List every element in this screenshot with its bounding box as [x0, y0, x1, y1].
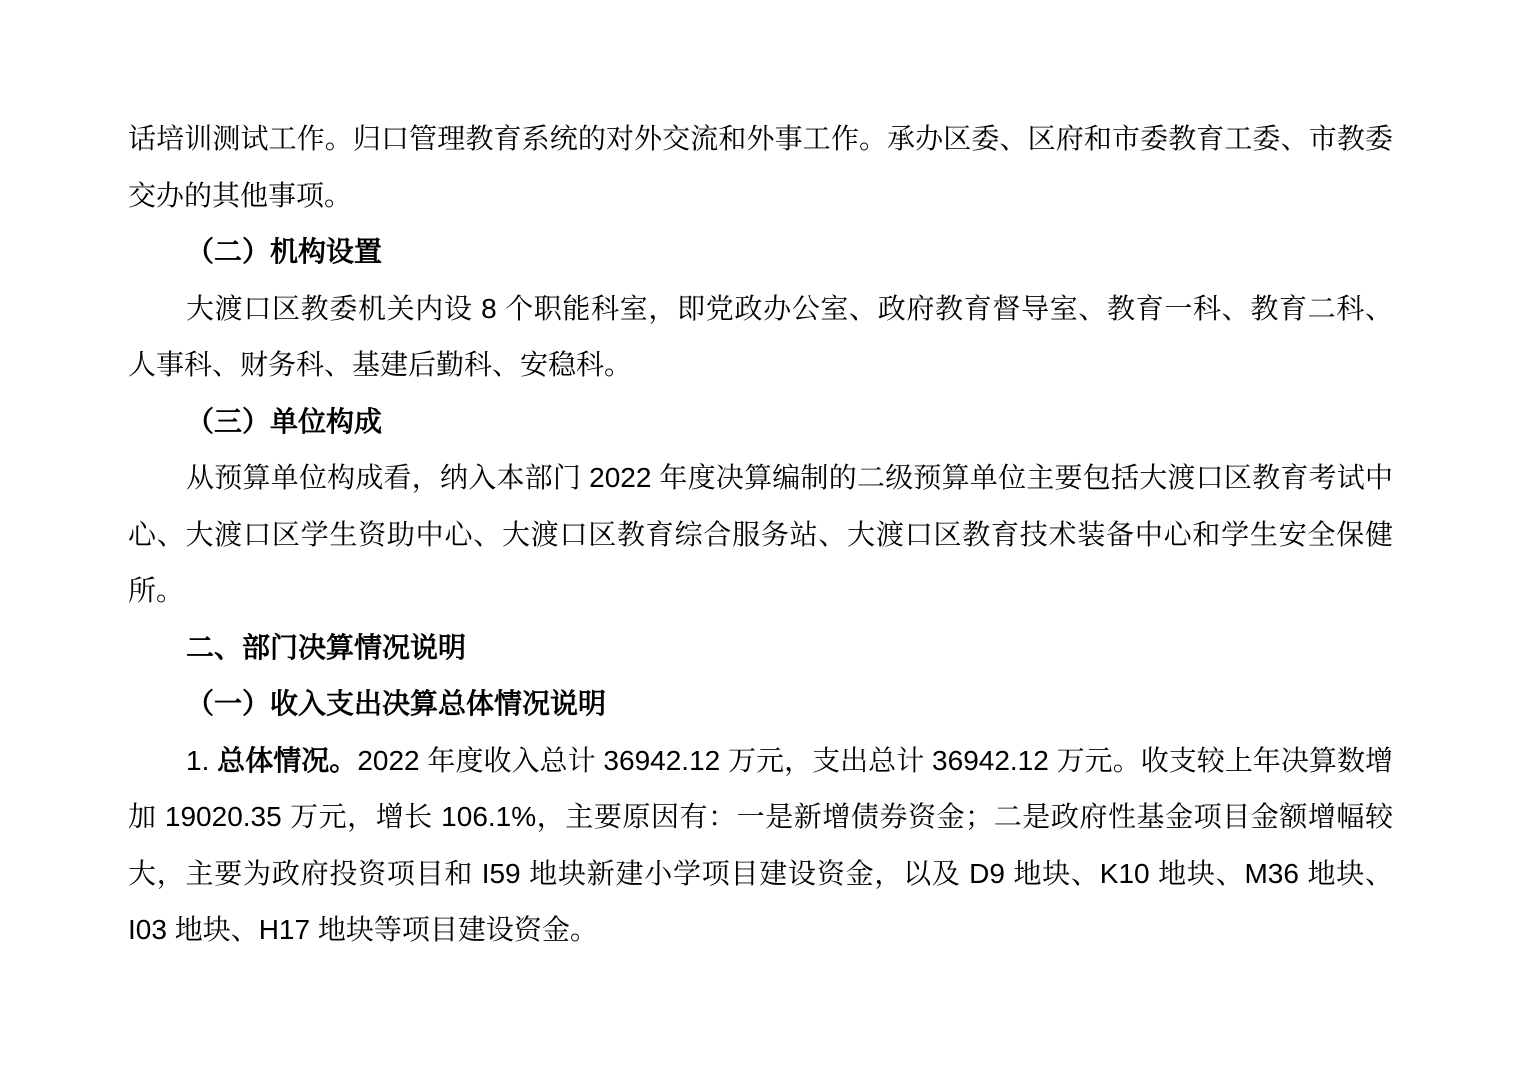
paragraph-duties-continuation: 话培训测试工作。归口管理教育系统的对外交流和外事工作。承办区委、区府和市委教育工委、市教委交办的其他事项。 [128, 123, 1393, 211]
paragraph-lead-bold: 总体情况。 [217, 744, 358, 776]
paragraph-overall-text: 2022 年度收入总计 36942.12 万元，支出总计 36942.12 万元。收支较上年决算数增加 19020.35 万元，增长 106.1%，主要原因有：一是新增债券资金；二是政府性基金项目金额增幅较大，主要为政府投资项目和 I59 地块新建小学项目建设资金，以及 D9 地块、K10 地块、M36 地块、I03 地块、H17 地块等项目建设资金。 [128, 744, 1393, 945]
heading-unit-composition: （三）单位构成 [186, 405, 383, 437]
heading-org-setup: （二）机构设置 [186, 236, 383, 267]
paragraph-org-setup: 大渡口区教委机关内设 8 个职能科室，即党政办公室、政府教育督导室、教育一科、教育二科、人事科、财务科、基建后勤科、安稳科。 [128, 292, 1393, 380]
heading-section-two: 二、部门决算情况说明 [186, 631, 467, 663]
heading-income-expense-overview: （一）收入支出决算总体情况说明 [186, 688, 607, 719]
paragraph-overall-situation [128, 733, 1393, 959]
paragraph-unit-composition: 从预算单位构成看，纳入本部门 2022 年度决算编制的二级预算单位主要包括大渡口区教育考试中心、大渡口区学生资助中心、大渡口区教育综合服务站、大渡口区教育技术装备中心和学生安全保健所。 [128, 462, 1393, 606]
item-number: 1. [186, 744, 218, 776]
